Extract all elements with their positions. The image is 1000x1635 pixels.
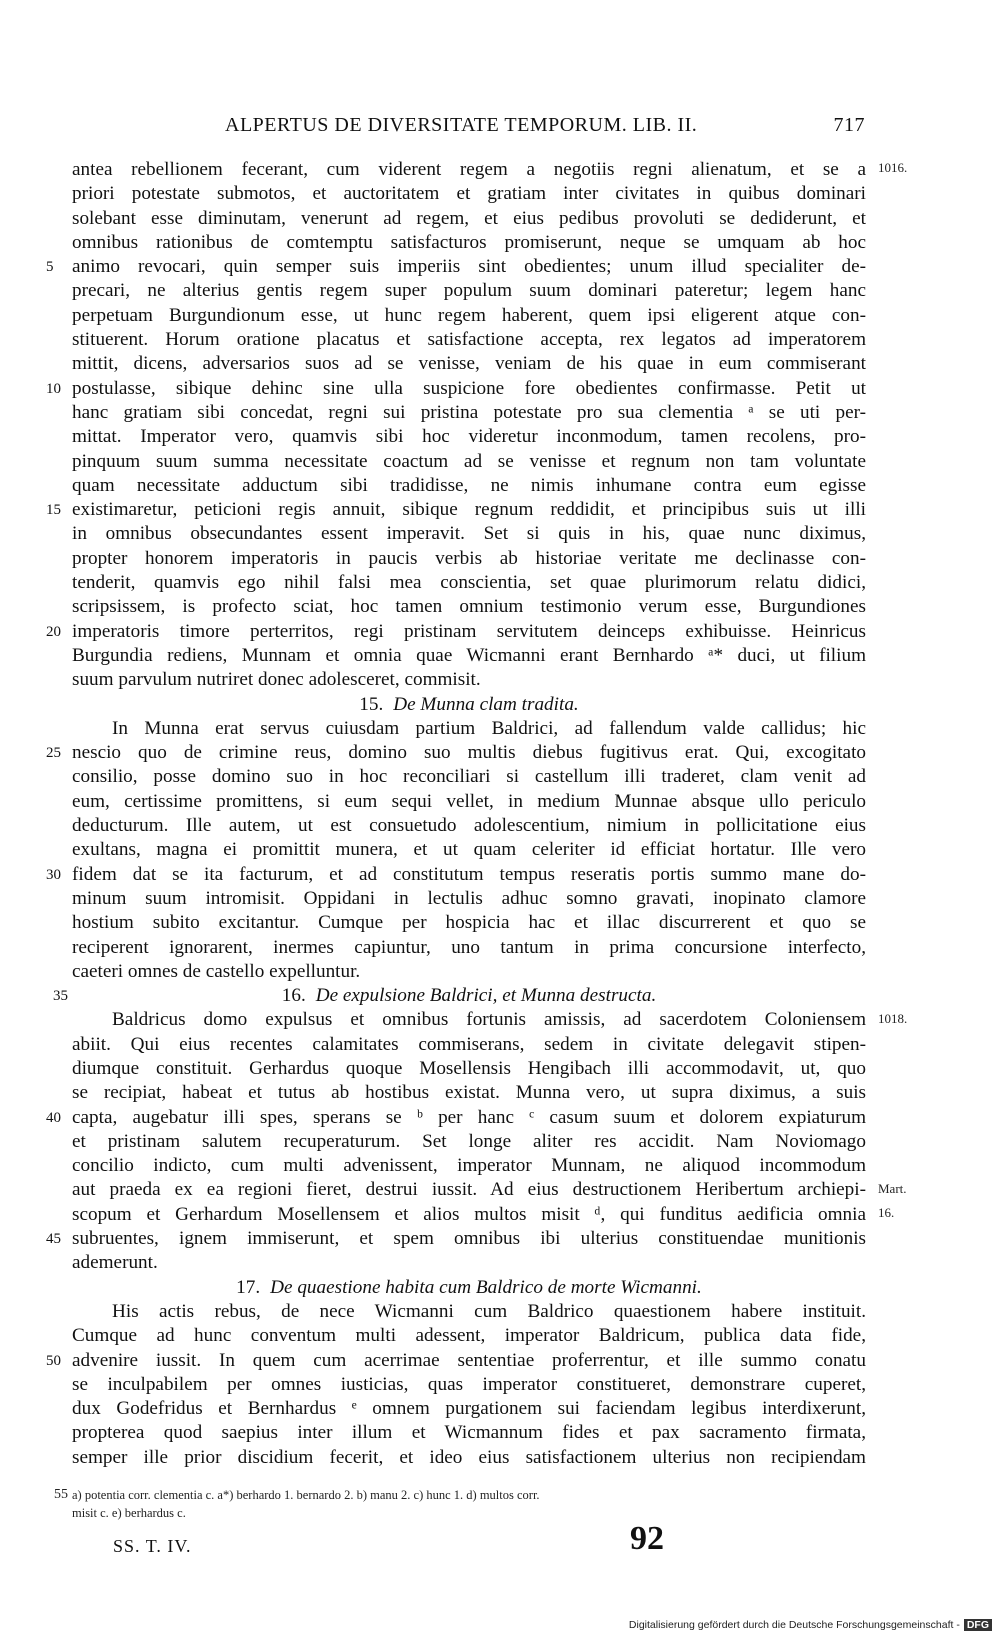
text-line — [72, 352, 866, 376]
text-line — [72, 1397, 866, 1421]
line-text: concilio indicto, cum multi advenissent, imperator Munnam, ne aliquod incommodum — [72, 1155, 866, 1177]
text-line — [72, 595, 866, 619]
text-line — [72, 279, 866, 303]
text-line — [46, 255, 866, 279]
line-text: dux Godefridus et Bernhardus ᵉ omnem purgationem sui faciendam legibus interdixerunt, — [72, 1398, 866, 1420]
running-header — [225, 114, 865, 137]
line-number: 15 — [46, 502, 61, 519]
text-line — [72, 207, 866, 231]
text-line — [46, 863, 866, 887]
line-number: 45 — [46, 1231, 61, 1248]
text-line — [72, 1178, 866, 1202]
line-text: et pristinam salutem recuperaturum. Set longe aliter res accidit. Nam Noviomago — [72, 1130, 866, 1152]
text-line — [72, 1033, 866, 1057]
line-text: perpetuam Burgundionum esse, ut hunc regem haberent, quem ipsi eligerent atque con- — [72, 304, 866, 326]
section-heading — [72, 1276, 866, 1300]
text-line — [72, 765, 866, 789]
text-line — [72, 838, 866, 862]
line-text: capta, augebatur illi spes, sperans se ᵇ per hanc ᶜ casum suum et dolorem expiaturum — [72, 1106, 866, 1128]
text-line — [72, 231, 866, 255]
line-text: pinquum suum summa necessitate coactum ad se venisse et regnum non tam voluntate — [72, 450, 866, 472]
line-text: precari, ne alterius gentis regem super populum suum dominari pateretur; legem hanc — [72, 280, 866, 302]
text-line — [72, 571, 866, 595]
text-line — [72, 1057, 866, 1081]
line-text: omnibus rationibus de comtemptu satisfacturos promiserunt, neque se umquam ab hoc — [72, 231, 866, 253]
text-line — [72, 474, 866, 498]
text-line — [72, 960, 866, 984]
line-text: ademerunt. — [72, 1252, 158, 1274]
text-line — [72, 1446, 866, 1470]
digitization-credit — [629, 1619, 992, 1631]
signature-mark: SS. T. IV. — [113, 1536, 192, 1556]
line-text: Cumque ad hunc conventum multi adessent, imperator Baldricum, publica data fide, — [72, 1325, 866, 1347]
line-text: se recipiat, habeat et tutus ab hostibus existat. Munna vero, ut supra diximus, a suis — [72, 1082, 866, 1104]
text-line — [72, 522, 866, 546]
line-text: advenire iussit. In quem cum acerrimae sententiae proferrentur, et ille summo conatu — [72, 1349, 866, 1371]
section-number: 15. — [359, 693, 384, 715]
line-text: solebant esse diminutam, venerunt ad regem, et eius pedibus provoluti se dediderunt, et — [72, 207, 866, 229]
header-page-number: 717 — [833, 114, 865, 136]
text-line — [72, 304, 866, 328]
section-number: 16. — [281, 985, 306, 1007]
section-heading — [53, 984, 866, 1008]
section-title: De Munna clam tradita. — [393, 693, 579, 715]
line-text: subruentes, ignem immiserunt, et spem omnibus ibi ulterius constituendae munitionis — [72, 1228, 866, 1250]
line-text: nescio quo de crimine reus, domino suo multis diebus fugitivus erat. Qui, excogitato — [72, 742, 866, 764]
text-line — [46, 377, 866, 401]
text-line — [72, 182, 866, 206]
line-text: reciperent ignorarent, inermes capiuntur, uno tantum in prima concursione interfecto, — [72, 936, 866, 958]
text-line — [72, 328, 866, 352]
text-line — [72, 1251, 866, 1275]
line-text: exultans, magna ei promittit munera, et ut quam celeriter id efficiat hortatur. Ille vero — [72, 839, 866, 861]
line-text: imperatoris timore perterritos, regi pristinam servitutem deinceps exhibuisse. Heinricus — [72, 620, 866, 642]
line-text: deducturum. Ille autem, ut est consuetudo adolescentium, nimium in pollicitatione eius — [72, 815, 866, 837]
text-line — [72, 644, 866, 668]
line-text: stituerent. Horum oratione placatus et satisfactione accepta, rex legatos ad imperatorem — [72, 329, 866, 351]
line-text: His actis rebus, de nece Wicmanni cum Baldrico quaestionem habere instituit. — [112, 1300, 866, 1322]
section-number: 17. — [236, 1276, 261, 1298]
line-text: scripsissem, is profecto sciat, hoc tamen omnium testimonio verum esse, Burgundiones — [72, 596, 866, 618]
line-number: 25 — [46, 745, 61, 762]
line-text: priori potestate submotos, et auctoritatem et gratiam inter civitates in quibus dominari — [72, 183, 866, 205]
line-text: quam necessitate adductum sibi tradidisse, ne nimis inhumane contra eum egisse — [72, 474, 866, 496]
line-number: 35 — [53, 988, 68, 1005]
line-number: 40 — [46, 1109, 61, 1126]
text-line — [72, 1203, 866, 1227]
line-number: 5 — [46, 259, 54, 276]
section-title: De expulsione Baldrici, et Munna destructa. — [315, 985, 657, 1007]
text-line — [72, 1130, 866, 1154]
text-line — [72, 790, 866, 814]
line-text: postulasse, sibique dehinc sine ulla suspicione fore obedientes confirmasse. Petit ut — [72, 377, 866, 399]
section-title: De quaestione habita cum Baldrico de morte Wicmanni. — [270, 1276, 702, 1298]
line-text: eum, certissime promittens, si eum sequi vellet, in medium Munnae absque ullo periculo — [72, 790, 866, 812]
footnote-line: a) potentia corr. clementia c. a*) berhardo 1. bernardo 2. b) manu 2. c) hunc 1. d) multos corr. — [72, 1488, 540, 1502]
line-text: semper ille prior discidium fecerit, et ideo eius satisfactionem ulterius non recipiendam — [72, 1446, 866, 1468]
line-text: mittat. Imperator vero, quamvis sibi hoc videretur inconmodum, tamen recolens, pro- — [72, 426, 866, 448]
line-text: propterea quod saepius inter illum et Wicmannum fides et pax sacramento firmata, — [72, 1422, 866, 1444]
text-line — [72, 1081, 866, 1105]
dfg-logo: DFG — [964, 1619, 992, 1631]
line-text: antea rebellionem fecerant, cum viderent regem a negotiis regni alienatum, et se a — [72, 159, 866, 180]
text-line — [72, 1421, 866, 1445]
line-text: scopum et Gerhardum Mosellensem et alios multos misit ᵈ, qui funditus aedificia omnia — [72, 1203, 866, 1225]
line-text: fidem dat se ita facturum, et ad constitutum tempus reseratis portis summo mane do- — [72, 863, 866, 885]
line-text: minum suum intromisit. Oppidani in lectulis adhuc somno gravati, inopinato clamore — [72, 887, 866, 909]
text-line — [72, 1324, 866, 1348]
line-text: hanc gratiam sibi concedat, regni sui pristina potestate pro sua clementia ᵃ se uti per- — [72, 401, 866, 423]
text-line — [72, 1373, 866, 1397]
text-line — [46, 620, 866, 644]
header-title: ALPERTUS DE DIVERSITATE TEMPORUM. LIB. II. — [225, 114, 698, 136]
line-text: diumque constituit. Gerhardus quoque Mosellensis Hengibach illi accommodavit, ut, quo — [72, 1057, 866, 1079]
line-text: hostium subito excitantur. Cumque per hospicia hac et illac discurrerent et quo se — [72, 912, 866, 934]
text-line — [46, 741, 866, 765]
section-heading — [72, 693, 866, 717]
text-line — [72, 401, 866, 425]
text-line — [72, 814, 866, 838]
line-text: aut praeda ex ea regioni fieret, destrui iussit. Ad eius destructionem Heribertum archiepi- — [72, 1179, 866, 1201]
sheet-number: 92 — [630, 1520, 664, 1557]
text-line — [72, 547, 866, 571]
text-line — [72, 936, 866, 960]
text-line — [72, 425, 866, 449]
line-number: 55 — [54, 1487, 68, 1502]
line-text: in omnibus obsecundantes essent imperavit. Set si quis in his, quae nunc diximus, — [72, 523, 866, 545]
text-line — [72, 1154, 866, 1178]
line-text: animo revocari, quin semper suis imperiis sint obedientes; unum illud specialiter de- — [72, 256, 866, 278]
line-text: Baldricus domo expulsus et omnibus fortunis amissis, ad sacerdotem Coloniensem — [112, 1009, 866, 1031]
credit-text: Digitalisierung gefördert durch die Deutsche Forschungsgemeinschaft - — [628, 1619, 960, 1631]
text-line — [72, 717, 866, 741]
text-line — [46, 1227, 866, 1251]
line-text: existimaretur, peticioni regis annuit, sibique regnum reddidit, et principibus suis ut illi — [72, 499, 866, 521]
footnotes — [54, 1486, 872, 1522]
text-line — [72, 158, 866, 182]
margin-date: 1018. — [878, 1010, 908, 1026]
text-line — [72, 450, 866, 474]
line-text: In Munna erat servus cuiusdam partium Baldrici, ad fallendum valde callidus; hic — [112, 717, 866, 739]
line-text: mittit, dicens, adversarios suos ad se venisse, veniam de his quae in eum commiserant — [72, 353, 866, 375]
line-text: se inculpabilem per omnes iusticias, quas imperator constitueret, demonstrare cuperet, — [72, 1373, 866, 1395]
text-line — [46, 1349, 866, 1373]
text-line — [46, 1106, 866, 1130]
text-line — [46, 498, 866, 522]
line-text: consilio, posse domino suo in hoc reconciliari si castellum illi traderet, clam venit ad — [72, 766, 866, 788]
line-number: 30 — [46, 866, 61, 883]
line-number: 10 — [46, 380, 61, 397]
line-text: propter honorem imperatoris in paucis verbis ab historiae veritate me declinasse con- — [72, 547, 866, 569]
text-body — [46, 158, 866, 1470]
margin-date: 1016. — [878, 160, 908, 175]
margin-date: Mart. — [878, 1180, 907, 1196]
text-line — [72, 911, 866, 935]
text-line — [72, 1008, 866, 1032]
margin-date: 16. — [878, 1204, 895, 1220]
line-text: caeteri omnes de castello expelluntur. — [72, 960, 361, 982]
line-text: Burgundia rediens, Munnam et omnia quae Wicmanni erant Bernhardo ᵃ* duci, ut filium — [72, 644, 866, 666]
footnote-line: misit c. e) berhardus c. — [72, 1506, 186, 1520]
line-text: abiit. Qui eius recentes calamitates commiserans, sedem in civitate delegavit stipen- — [72, 1033, 866, 1055]
text-line — [72, 1300, 866, 1324]
line-number: 50 — [46, 1352, 61, 1369]
line-text: suum parvulum nutriret donec adolesceret, commisit. — [72, 669, 481, 691]
line-text: tenderit, quamvis ego nihil falsi mea conscientia, set quae plurimorum relatu didici, — [72, 572, 866, 594]
line-number: 20 — [46, 623, 61, 640]
text-line — [72, 668, 866, 692]
text-line — [72, 887, 866, 911]
